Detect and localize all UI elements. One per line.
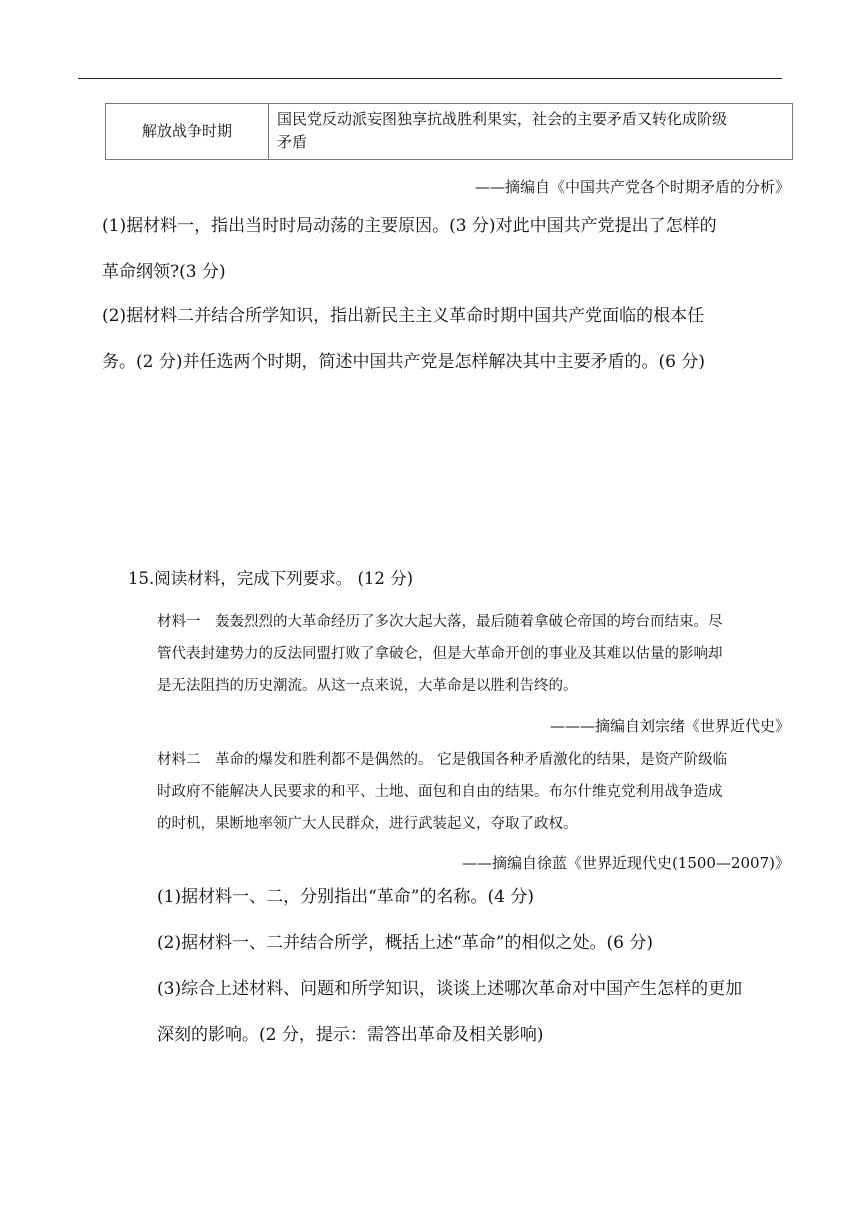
description-cell bbox=[269, 104, 793, 160]
question-15-3 bbox=[157, 966, 787, 1058]
question-line: (2)据材料二并结合所学知识，指出新民主主义革命时期中国共产党面临的根本任 bbox=[102, 306, 705, 326]
material-line: 材料二 革命的爆发和胜利都不是偶然的。 它是俄国各种矛盾激化的结果，是资产阶级临 bbox=[157, 752, 728, 768]
header-rule bbox=[78, 78, 782, 79]
question-line: (1)据材料一，指出当时时局动荡的主要原因。(3 分)对此中国共产党提出了怎样的 bbox=[102, 216, 717, 236]
question-15-heading: 15.阅读材料，完成下列要求。 (12 分) bbox=[128, 569, 414, 588]
material-line: 管代表封建势力的反法同盟打败了拿破仑，但是大革命开创的事业及其难以估量的影响却 bbox=[157, 646, 723, 662]
contradiction-table bbox=[105, 103, 793, 160]
question-15-2 bbox=[157, 920, 787, 966]
material-two bbox=[157, 744, 787, 840]
question-14-1 bbox=[102, 203, 786, 295]
material-line: 材料一 轰轰烈烈的大革命经历了多次大起大落，最后随着拿破仑帝国的垮台而结束。尽 bbox=[157, 614, 723, 630]
question-line: (2)据材料一、二并结合所学，概括上述“革命”的相似之处。(6 分) bbox=[157, 933, 653, 953]
material-one-source: ———摘编自刘宗绪《世界近代史》 bbox=[549, 717, 790, 735]
description-line: 国民党反动派妄图独享抗战胜利果实，社会的主要矛盾又转化成阶级 bbox=[277, 110, 728, 128]
material-line: 的时机，果断地率领广大人民群众，进行武装起义，夺取了政权。 bbox=[157, 816, 578, 832]
table-row bbox=[106, 104, 793, 160]
period-cell: 解放战争时期 bbox=[106, 104, 269, 160]
question-line: (1)据材料一、二，分别指出“革命”的名称。(4 分) bbox=[157, 887, 534, 907]
description-line: 矛盾 bbox=[277, 133, 308, 152]
material-one bbox=[157, 606, 787, 702]
question-line: 革命纲领?(3 分) bbox=[102, 262, 226, 282]
question-line: (3)综合上述材料、问题和所学知识，谈谈上述哪次革命对中国产生怎样的更加 bbox=[157, 979, 743, 999]
material-line: 是无法阻挡的历史潮流。从这一点来说，大革命是以胜利告终的。 bbox=[157, 678, 578, 694]
question-line: 务。(2 分)并任选两个时期，简述中国共产党是怎样解决其中主要矛盾的。(6 分) bbox=[102, 352, 705, 372]
question-15-1 bbox=[157, 874, 787, 920]
question-14-2 bbox=[102, 293, 786, 385]
material-line: 时政府不能解决人民要求的和平、土地、面包和自由的结果。布尔什维克党利用战争造成 bbox=[157, 784, 723, 800]
table-source: ——摘编自《中国共产党各个时期矛盾的分析》 bbox=[474, 178, 790, 196]
question-line: 深刻的影响。(2 分，提示：需答出革命及相关影响) bbox=[157, 1025, 544, 1045]
material-two-source: ——摘编自徐蓝《世界近现代史(1500—2007)》 bbox=[461, 854, 790, 872]
